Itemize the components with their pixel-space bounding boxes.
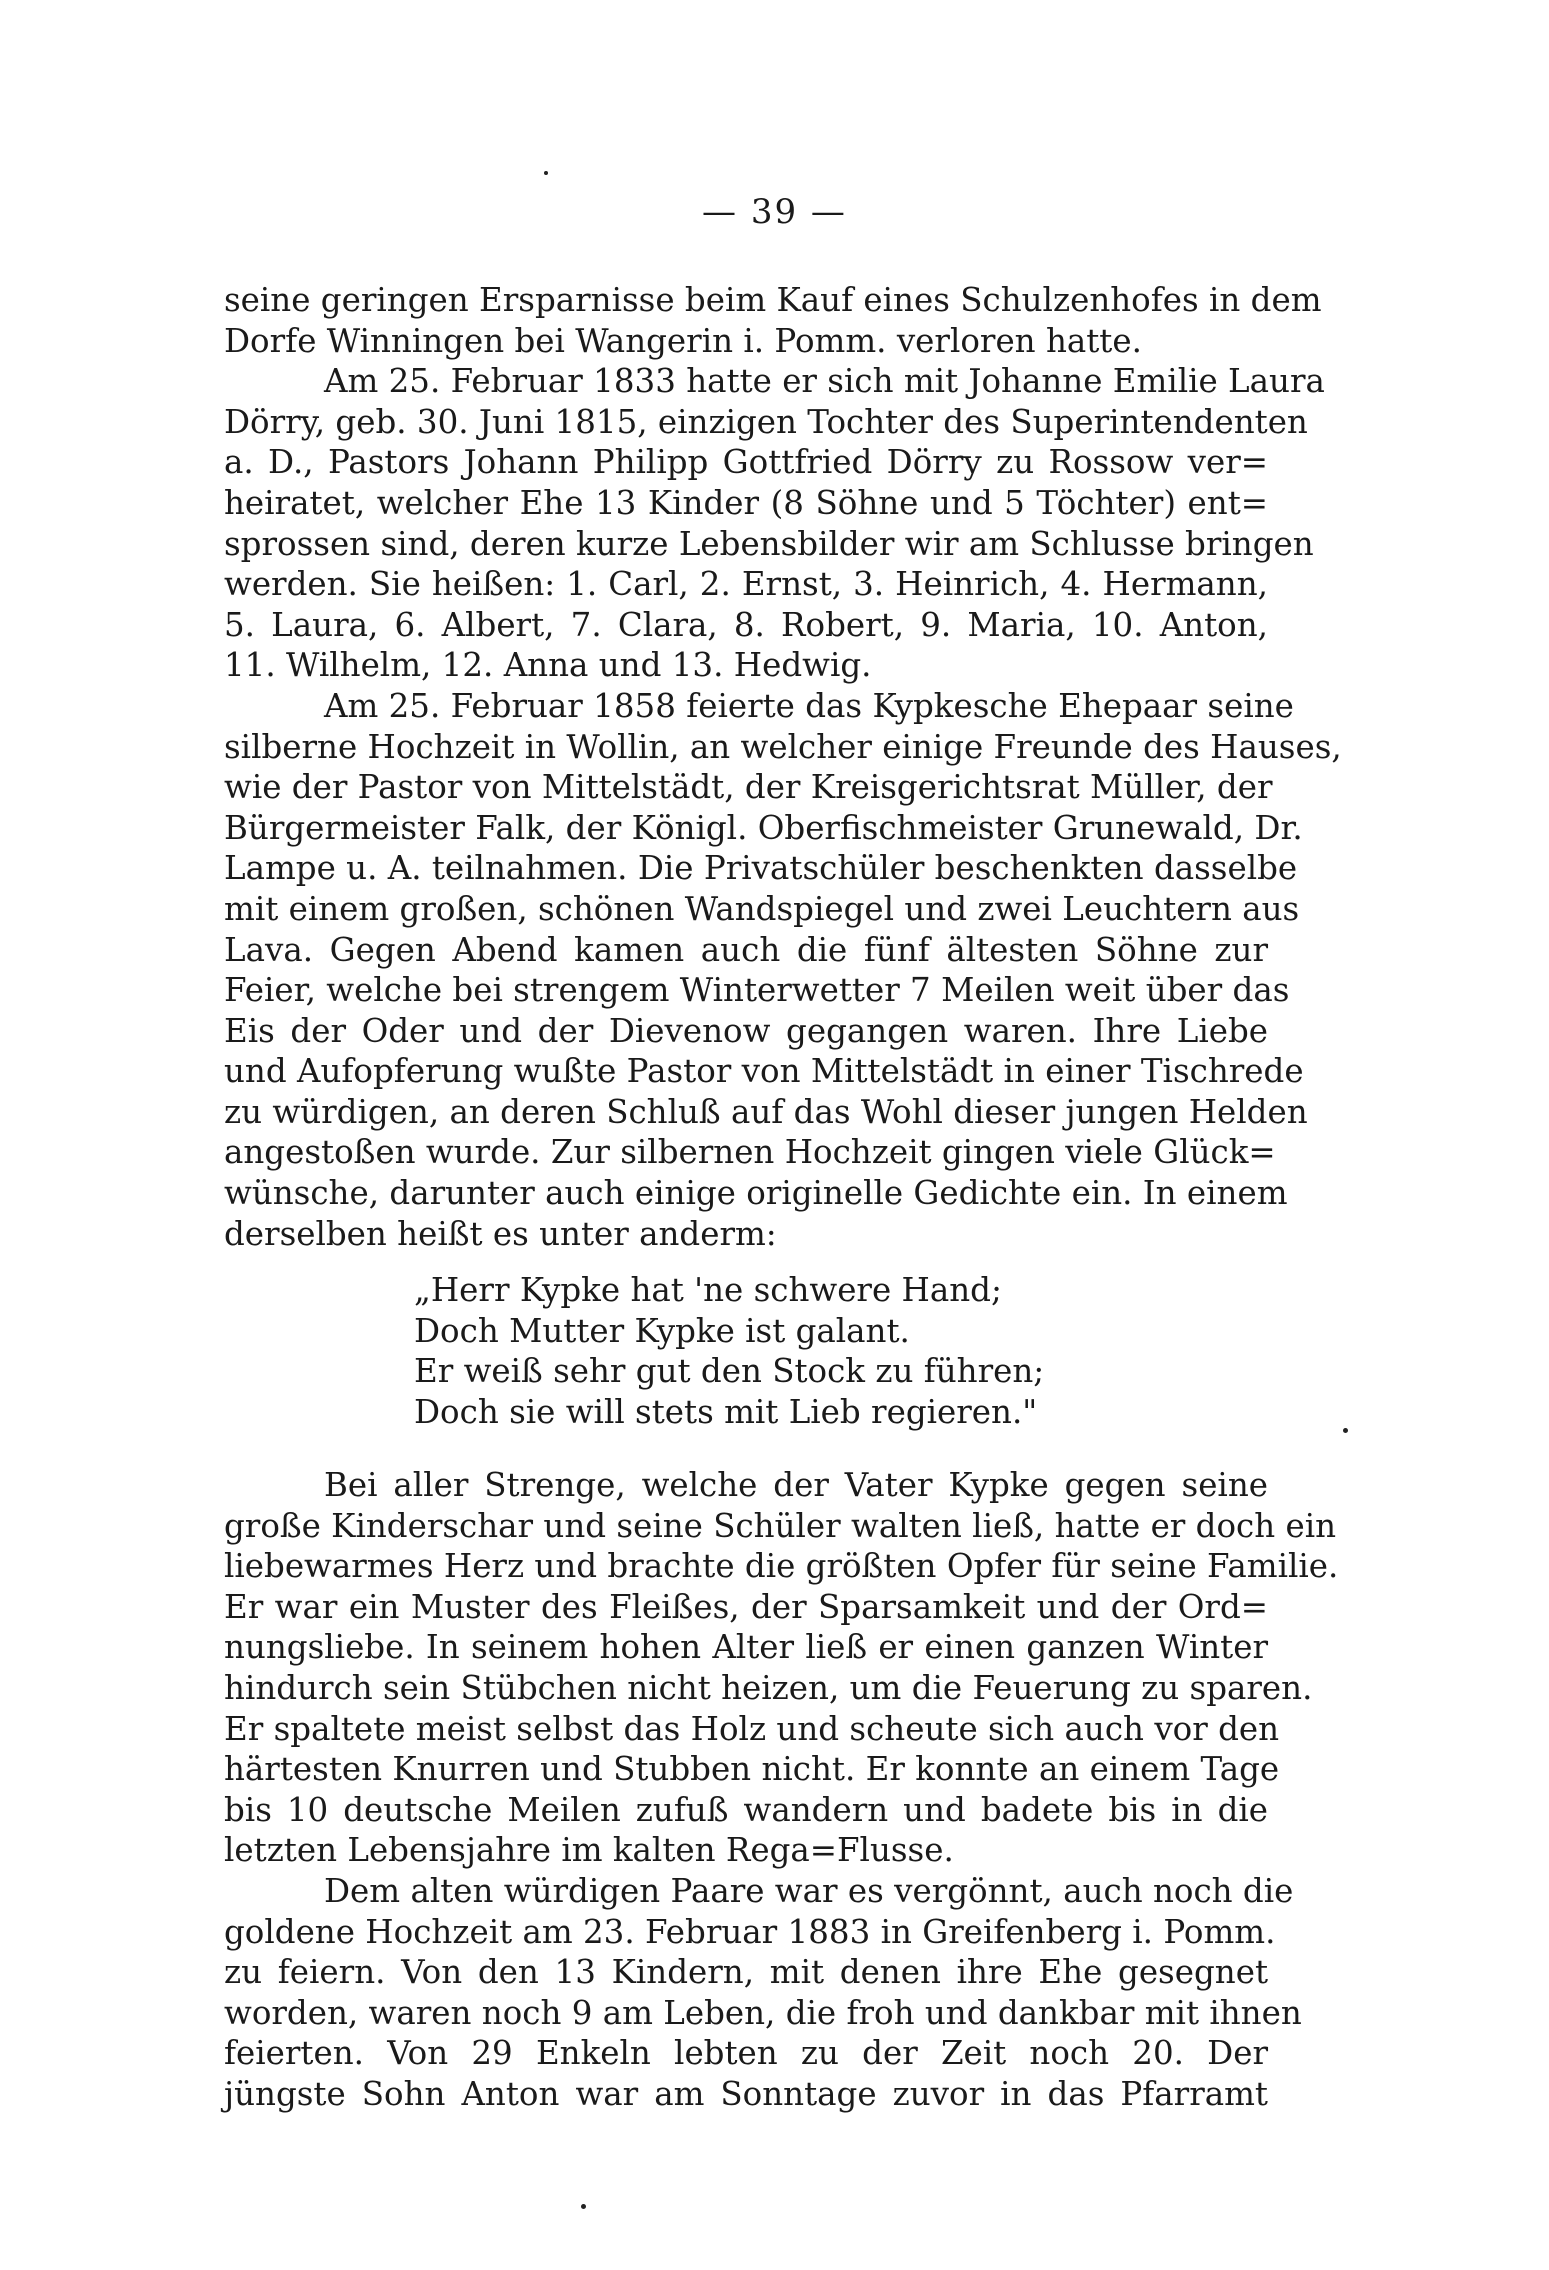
- text-line: wünsche, darunter auch einige originelle Gedichte ein. In einem: [224, 1174, 1288, 1213]
- text-line: zu würdigen, an deren Schluß auf das Wohl dieser jungen Helden: [224, 1092, 1308, 1131]
- text-line: nungsliebe. In seinem hohen Alter ließ er einen ganzen Winter: [224, 1628, 1268, 1667]
- text-line: Er spaltete meist selbst das Holz und scheute sich auch vor den: [224, 1709, 1280, 1748]
- scan-speck: [581, 2204, 586, 2209]
- text-line: jüngste Sohn Anton war am Sonntage zuvor in das Pfarramt: [224, 2074, 1268, 2113]
- text-line: Lava. Gegen Abend kamen auch die fünf ältesten Söhne zur: [224, 930, 1268, 969]
- text-line: härtesten Knurren und Stubben nicht. Er konnte an einem Tage: [224, 1750, 1280, 1789]
- text-block-bottom: [224, 1465, 1339, 2115]
- text-line: Lampe u. A. teilnahmen. Die Privatschüler beschenkten dasselbe: [224, 849, 1298, 888]
- text-line: Bürgermeister Falk, der Königl. Oberfischmeister Grunewald, Dr.: [224, 808, 1303, 847]
- text-line: angestoßen wurde. Zur silbernen Hochzeit gingen viele Glück=: [224, 1133, 1276, 1172]
- text-line: werden. Sie heißen: 1. Carl, 2. Ernst, 3. Heinrich, 4. Hermann,: [224, 565, 1268, 604]
- text-line: Dorfe Winningen bei Wangerin i. Pomm. verloren hatte.: [224, 321, 1142, 360]
- text-line: und Aufopferung wußte Pastor von Mittelstädt in einer Tischrede: [224, 1052, 1304, 1091]
- scan-speck: [544, 171, 548, 175]
- text-line: feierten. Von 29 Enkeln lebten zu der Zeit noch 20. Der: [224, 2034, 1268, 2073]
- text-line: Er war ein Muster des Fleißes, der Sparsamkeit und der Ord=: [224, 1587, 1268, 1626]
- poem-line: Doch Mutter Kypke ist galant.: [414, 1311, 910, 1350]
- text-line: silberne Hochzeit in Wollin, an welcher einige Freunde des Hauses,: [224, 727, 1342, 766]
- text-line: Dörry, geb. 30. Juni 1815, einzigen Tochter des Superintendenten: [224, 402, 1308, 441]
- text-line: Feier, welche bei strengem Winterwetter 7 Meilen weit über das: [224, 971, 1290, 1010]
- poem-line: Er weiß sehr gut den Stock zu führen;: [414, 1352, 1045, 1391]
- text-line: große Kinderschar und seine Schüler walten ließ, hatte er doch ein: [224, 1506, 1337, 1545]
- text-line: mit einem großen, schönen Wandspiegel und zwei Leuchtern aus: [224, 889, 1300, 928]
- text-line: letzten Lebensjahre im kalten Rega=Flusse.: [224, 1831, 954, 1870]
- text-line: worden, waren noch 9 am Leben, die froh und dankbar mit ihnen: [224, 1993, 1302, 2032]
- text-line: Am 25. Februar 1858 feierte das Kypkesche Ehepaar seine: [324, 686, 1294, 725]
- text-line: hindurch sein Stübchen nicht heizen, um die Feuerung zu sparen.: [224, 1668, 1313, 1707]
- poem-line: „Herr Kypke hat 'ne schwere Hand;: [414, 1271, 1002, 1309]
- poem-quote: [414, 1270, 1044, 1432]
- text-line: Am 25. Februar 1833 hatte er sich mit Johanne Emilie Laura: [324, 362, 1325, 401]
- text-line: Eis der Oder und der Dievenow gegangen waren. Ihre Liebe: [224, 1011, 1268, 1050]
- text-line: bis 10 deutsche Meilen zufuß wandern und badete bis in die: [224, 1790, 1268, 1829]
- text-line: a. D., Pastors Johann Philipp Gottfried Dörry zu Rossow ver=: [224, 443, 1268, 482]
- text-line: seine geringen Ersparnisse beim Kauf eines Schulzenhofes in dem: [224, 281, 1322, 319]
- scan-speck: [1343, 1428, 1348, 1433]
- text-line: Bei aller Strenge, welche der Vater Kypke gegen seine: [324, 1466, 1268, 1504]
- text-line: derselben heißt es unter anderm:: [224, 1214, 777, 1253]
- text-line: Dem alten würdigen Paare war es vergönnt, auch noch die: [324, 1871, 1294, 1910]
- text-line: sprossen sind, deren kurze Lebensbilder wir am Schlusse bringen: [224, 524, 1314, 563]
- text-line: goldene Hochzeit am 23. Februar 1883 in Greifenberg i. Pomm.: [224, 1912, 1276, 1951]
- text-line: liebewarmes Herz und brachte die größten Opfer für seine Familie.: [224, 1547, 1339, 1586]
- text-line: 11. Wilhelm, 12. Anna und 13. Hedwig.: [224, 646, 872, 685]
- poem-line: Doch sie will stets mit Lieb regieren.": [414, 1392, 1038, 1431]
- text-line: zu feiern. Von den 13 Kindern, mit denen ihre Ehe gesegnet: [224, 1953, 1268, 1992]
- text-block-top: [224, 280, 1342, 1254]
- text-line: heiratet, welcher Ehe 13 Kinder (8 Söhne und 5 Töchter) ent=: [224, 483, 1268, 522]
- text-line: wie der Pastor von Mittelstädt, der Kreisgerichtsrat Müller, der: [224, 768, 1273, 807]
- text-line: 5. Laura, 6. Albert, 7. Clara, 8. Robert, 9. Maria, 10. Anton,: [224, 605, 1268, 644]
- page-number: — 39 —: [702, 192, 847, 232]
